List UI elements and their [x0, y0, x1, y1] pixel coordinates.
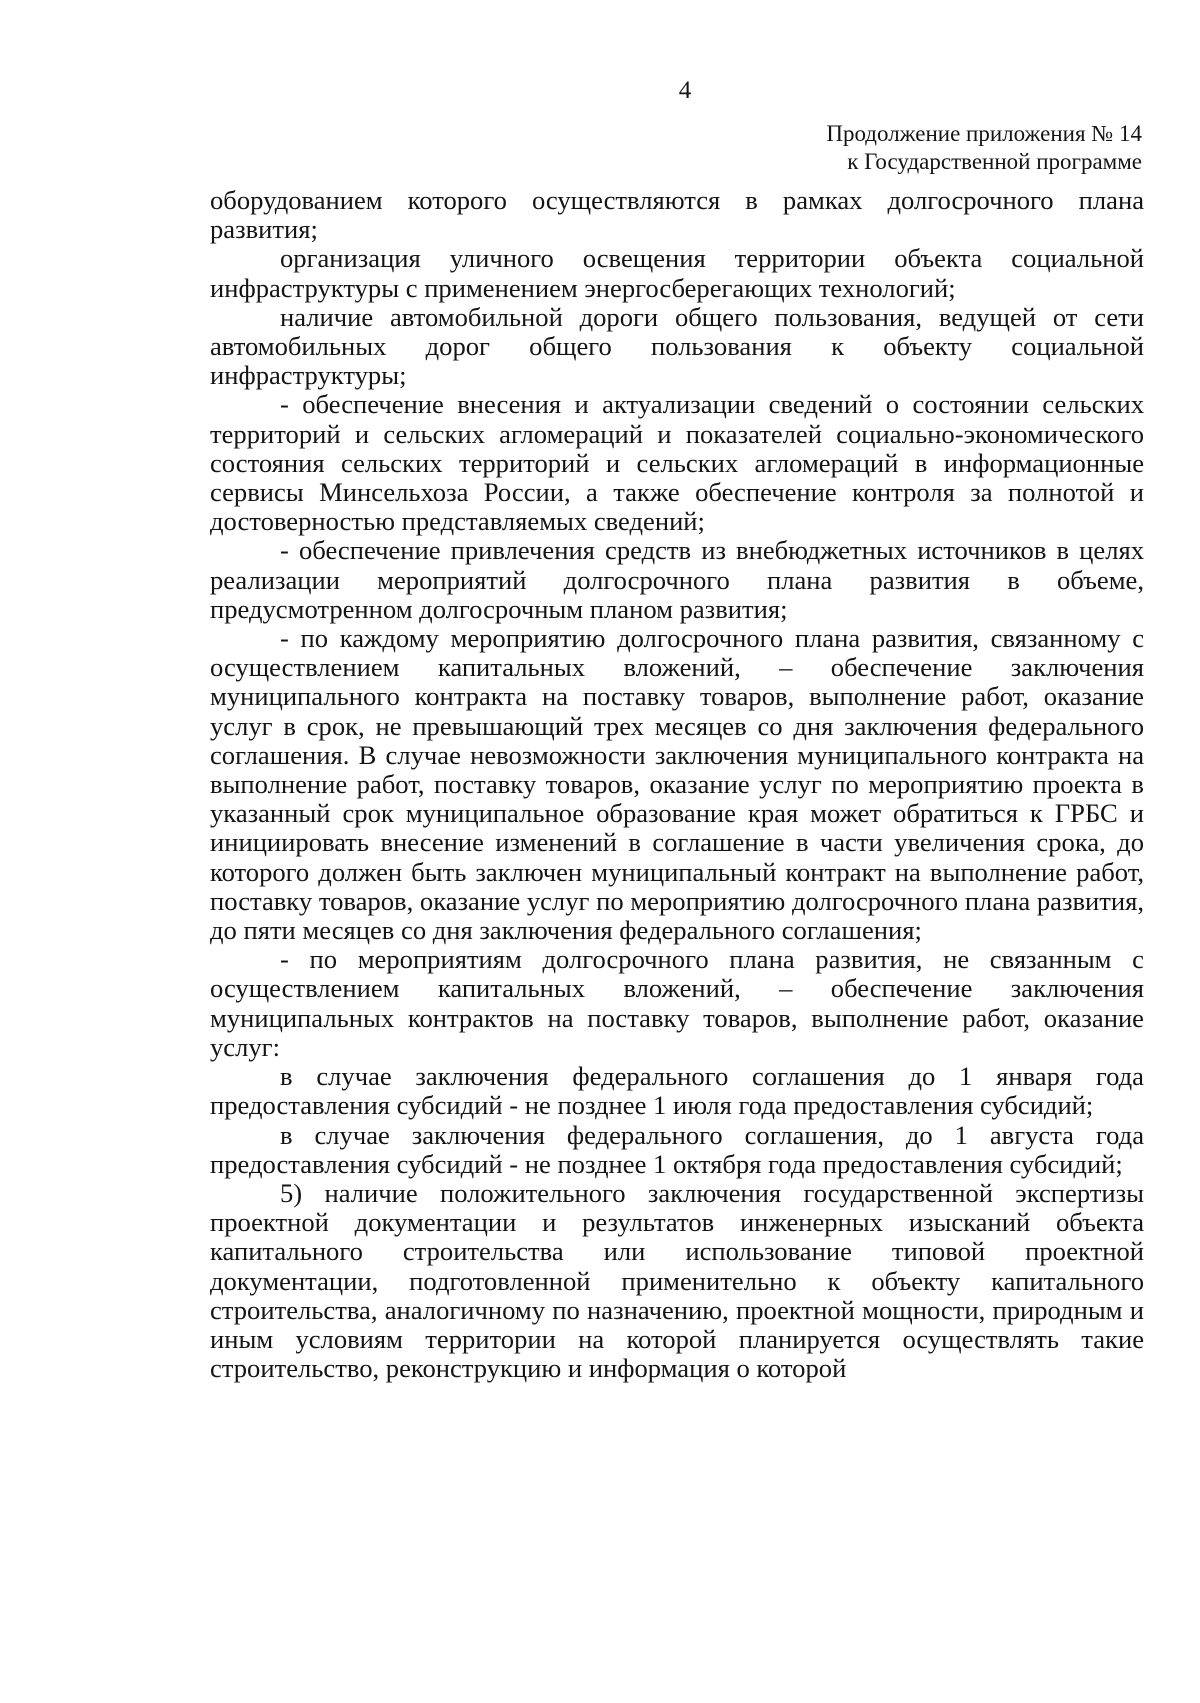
- paragraph: - по мероприятиям долгосрочного плана развития, не связанным с осуществлением капитальных вложений, – обеспечение заключения муниципальных контрактов на поставку товаров, выполнение работ, оказание услуг:: [210, 944, 1144, 1062]
- paragraph: в случае заключения федерального соглашения, до 1 августа года предоставления субсидий - не позднее 1 октября года предоставления субсидий;: [210, 1119, 1144, 1179]
- paragraph: 5) наличие положительного заключения государственной экспертизы проектной документации и результатов инженерных изысканий объекта капитального строительства или использование типовой проектной документации, подготовленной применительно к объекту капитального строительства, аналогичному по назначению, проектной мощности, природным и иным условиям территории на которой планируется осуществлять такие строительство, реконструкцию и информация о которой: [210, 1177, 1144, 1384]
- appendix-header-line: Продолжение приложения № 14: [826, 121, 1142, 146]
- paragraph: организация уличного освещения территории объекта социальной инфраструктуры с применением энергосберегающих технологий;: [210, 243, 1144, 303]
- paragraph: - обеспечение привлечения средств из внебюджетных источников в целях реализации мероприятий долгосрочного плана развития в объеме, предусмотренном долгосрочным планом развития;: [210, 535, 1144, 624]
- page-number: 4: [678, 77, 692, 104]
- paragraph: - по каждому мероприятию долгосрочного плана развития, связанному с осуществлением капитальных вложений, – обеспечение заключения муниципального контракта на поставку товаров, выполнение работ, оказание услуг в срок, не превышающий трех месяцев со дня заключения федерального соглашения. В случае невозможности заключения муниципального контракта на выполнение работ, поставку товаров, оказание услуг по мероприятию проекта в указанный срок муниципальное образование края может обратиться к ГРБС и инициировать внесение изменений в соглашение в части увеличения срока, до которого должен быть заключен муниципальный контракт на выполнение работ, поставку товаров, оказание услуг по мероприятию долгосрочного плана развития, до пяти месяцев со дня заключения федерального соглашения;: [210, 623, 1144, 946]
- paragraph: в случае заключения федерального соглашения до 1 января года предоставления субсидий - не позднее 1 июля года предоставления субсидий;: [210, 1061, 1144, 1121]
- paragraph: оборудованием которого осуществляются в рамках долгосрочного плана развития;: [210, 185, 1144, 245]
- appendix-header: [662, 120, 1142, 176]
- appendix-header-line: к Государственной программе: [847, 149, 1142, 174]
- document-body: [210, 186, 1144, 1383]
- paragraph: - обеспечение внесения и актуализации сведений о состоянии сельских территорий и сельских агломераций и показателей социально-экономического состояния сельских территорий и сельских агломераций в информационные сервисы Минсельхоза России, а также обеспечение контроля за полнотой и достоверностью представляемых сведений;: [210, 389, 1144, 537]
- paragraph: наличие автомобильной дороги общего пользования, ведущей от сети автомобильных дорог общего пользования к объекту социальной инфраструктуры;: [210, 301, 1144, 391]
